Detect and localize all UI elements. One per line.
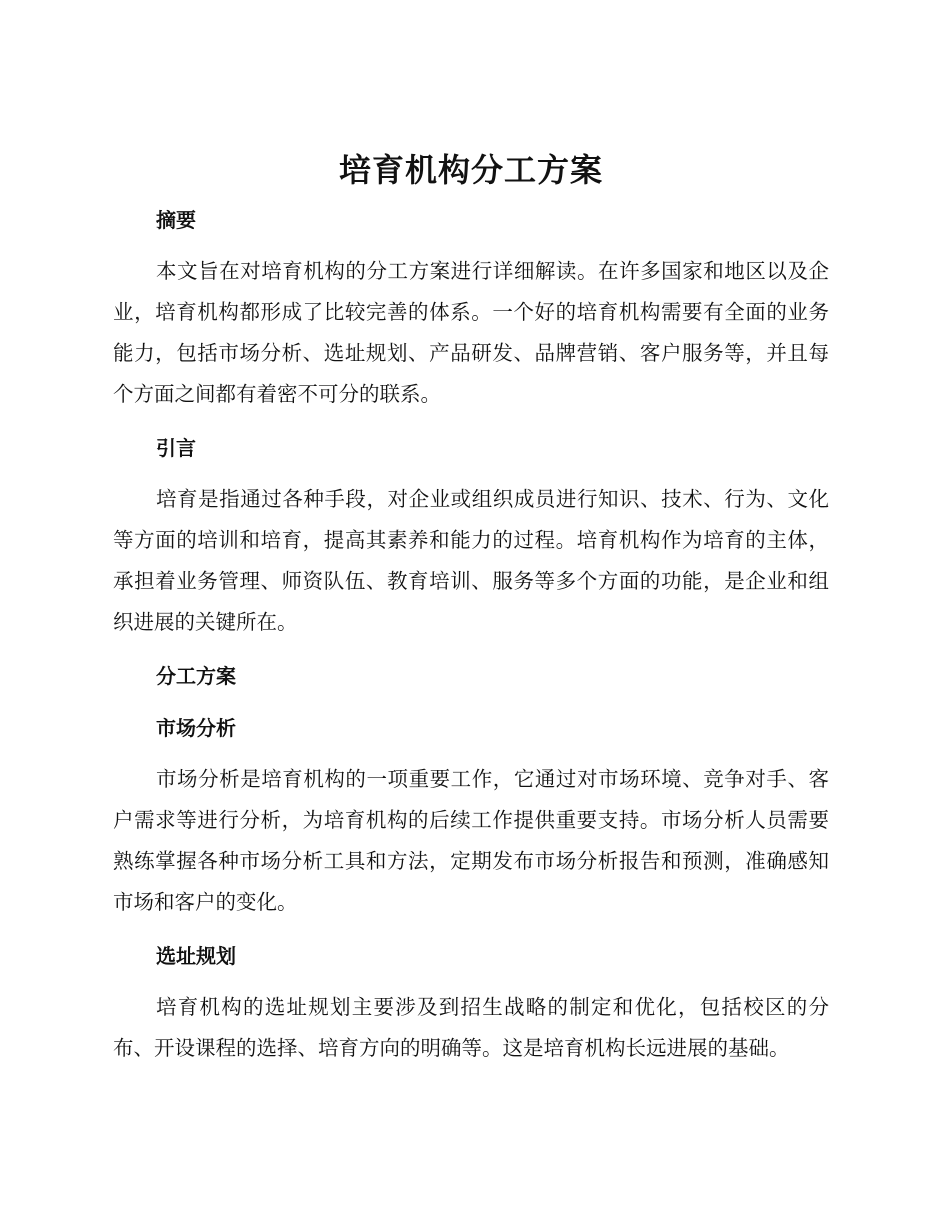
section-heading-abstract: 摘要 [156,208,196,232]
document-body [113,145,829,1069]
section-heading-site-planning: 选址规划 [156,944,236,968]
spacer [113,195,829,206]
spacer [113,923,829,942]
section-heading-division-plan: 分工方案 [156,664,236,688]
section-heading-introduction: 引言 [156,436,196,460]
section-paragraph-site-planning: 培育机构的选址规划主要涉及到招生战略的制定和优化，包括校区的分布、开设课程的选择、培育方向的明确等。这是培育机构长远进展的基础。 [113,995,829,1060]
section-paragraph-introduction: 培育是指通过各种手段，对企业或组织成员进行知识、技术、行为、文化等方面的培训和培育，提高其素养和能力的过程。培育机构作为培育的主体，承担着业务管理、师资队伍、教育培训、服务等多个方面的功能，是企业和组织进展的关键所在。 [113,487,829,634]
section-paragraph-abstract: 本文旨在对培育机构的分工方案进行详细解读。在许多国家和地区以及企业，培育机构都形成了比较完善的体系。一个好的培育机构需要有全面的业务能力，包括市场分析、选址规划、产品研发、品牌营销、客户服务等，并且每个方面之间都有着密不可分的联系。 [113,259,829,406]
spacer [113,234,829,251]
spacer [113,643,829,662]
section-paragraph-market-analysis: 市场分析是培育机构的一项重要工作，它通过对市场环境、竞争对手、客户需求等进行分析，为培育机构的后续工作提供重要支持。市场分析人员需要熟练掌握各种市场分析工具和方法，定期发布市场分析报告和预测，准确感知市场和客户的变化。 [113,767,829,914]
spacer [113,415,829,434]
spacer [113,970,829,987]
spacer [113,462,829,479]
spacer [113,690,829,714]
section-heading-market-analysis: 市场分析 [156,716,236,740]
spacer [113,742,829,759]
document-title: 培育机构分工方案 [338,151,603,189]
